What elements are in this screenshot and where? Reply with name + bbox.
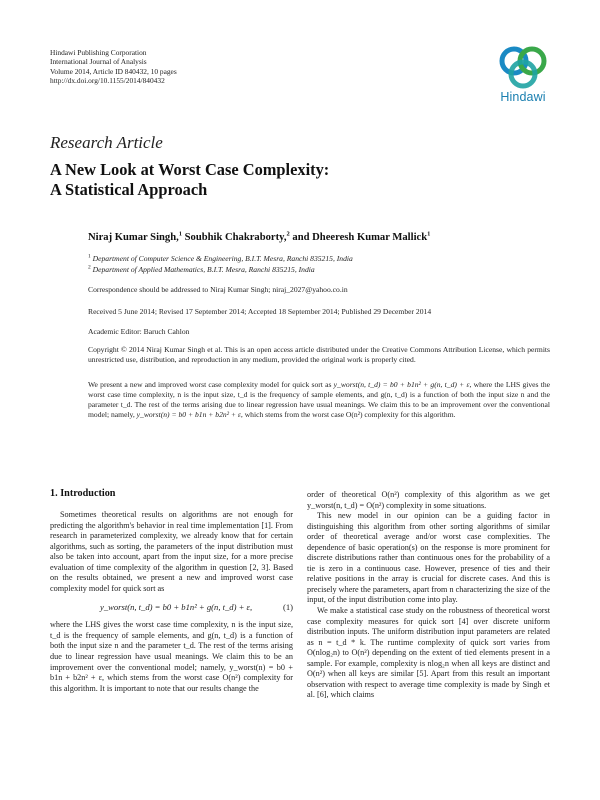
- section-heading: 1. Introduction: [50, 488, 116, 499]
- intro-paragraph-1: Sometimes theoretical results on algorithms are not enough for predicting the algorithm's behavior in real time implementation [1]. From research in parameterized complexity, we already know that for certain algorithms, such as sorting, the parameters of the input distribution must also be taken into account, apart from the input size, for a more precise evaluation of time complexity of the algorithm in question [2, 3]. Based on the results obtained, we present a new and improved worst case complexity model for quick sort as: [50, 510, 293, 593]
- equation-number: (1): [282, 602, 293, 613]
- correspondence: Correspondence should be addressed to Niraj Kumar Singh; niraj_2027@yahoo.co.in: [88, 285, 348, 294]
- title-line-2: A Statistical Approach: [50, 180, 208, 199]
- right-paragraph-1: order of theoretical O(n²) complexity of this algorithm as we get y_worst(n, t_d) = O(n²) complexity in some situations.: [307, 490, 550, 510]
- logo-wordmark: Hindawi: [500, 90, 546, 104]
- hindawi-rings-icon: [493, 44, 553, 90]
- academic-editor: Academic Editor: Baruch Cahlon: [88, 327, 190, 336]
- article-type: Research Article: [50, 133, 163, 152]
- affiliation-2: $^2$ Department of Applied Mathematics, B.I.T. Mesra, Ranchi 835215, India: [88, 264, 315, 274]
- journal-line: International Journal of Analysis: [50, 57, 147, 67]
- author-name: Niraj Kumar Singh,: [88, 232, 179, 243]
- affiliation-1: $^1$ Department of Computer Science & Engineering, B.I.T. Mesra, Ranchi 835215, India: [88, 253, 353, 263]
- journal-meta: [50, 48, 177, 86]
- volume-line: Volume 2014, Article ID 840432, 10 pages: [50, 66, 177, 76]
- publication-dates: Received 5 June 2014; Revised 17 September 2014; Accepted 18 September 2014; Published 29 December 2014: [88, 307, 432, 316]
- doi-link[interactable]: http://dx.doi.org/10.1155/2014/840432: [50, 76, 165, 86]
- intro-paragraph-2: where the LHS gives the worst case time complexity, n is the input size, t_d is the frequency of sample elements, and g(n, t_d) is a function of both the input size n and the parameter t_d. The rest of the terms arising due to linear regression have usual meanings. We claim this to be an improvement over the conventional model; namely, y_worst(n) = b0 + b1n + b2n² + ε, which stems from the worst case O(n²) complexity for this algorithm. It is important to note that our results change the: [50, 620, 293, 693]
- equation-1: [50, 594, 293, 620]
- left-column: [50, 510, 293, 694]
- right-column: [307, 490, 550, 701]
- right-paragraph-3: We make a statistical case study on the robustness of theoretical worst case complexity measures for quick sort [4] over discrete uniform distribution inputs. The uniform distribution input parameters are related as n = t_d * k. The runtime complexity of quick sort varies from O(nlog₂n) to O(n²) depending on the extent of tied elements present in a sample. For example, complexity is nlog₂n when all keys are distinct and O(n²) when all keys are similar [5]. Apart from this result an important observation with respect to average time complexity is made by Singh et al. [6], which claims: [307, 606, 550, 700]
- publisher-line: Hindawi Publishing Corporation: [50, 48, 147, 57]
- right-paragraph-2: This new model in our opinion can be a guiding factor in distinguishing this algorithm from other sorting algorithms of similar order of theoretical average and/or worst case complexities. The dependence of basic operation(s) on the response is more prominent for discrete distributions rather than continuous ones for the probability of a tie is zero in a continuous case. However, presence of ties and their relative positions in the array is crucial for discrete cases. And this is precisely where the parameters, apart from n characterizing the size of the input, of the input distribution come into play.: [307, 511, 550, 605]
- equation-body: y_worst(n, t_d) = b0 + b1n² + g(n, t_d) + ε,: [100, 602, 253, 613]
- author-name: and Dheeresh Kumar Mallick: [292, 232, 428, 243]
- abstract: We present a new and improved worst case complexity model for quick sort as y_worst(n, t_d) = b0 + b1n² + g(n, t_d) + ε, where the LHS gives the worst case time complexity, n is the input size, t_d is the frequency of sample elements, and g(n, t_d) is a function of both the input size n and the parameter t_d. The rest of the terms arising due to linear regression have usual meanings. We claim this to be an improvement over the conventional model; namely, y_worst(n) = b0 + b1n + b2n² + ε, which stems from the worst case O(n²) complexity for this algorithm.: [88, 380, 550, 419]
- paper-title: [50, 160, 329, 200]
- abstract-equation-1: y_worst(n, t_d) = b0 + b1n² + g(n, t_d) + ε: [333, 380, 470, 389]
- author-list: Niraj Kumar Singh,$^1$ Soubhik Chakraborty,$^2$ and Dheeresh Kumar Mallick$^1$: [88, 230, 431, 243]
- hindawi-logo[interactable]: [493, 44, 553, 108]
- author-name: Soubhik Chakraborty,: [184, 232, 287, 243]
- abstract-equation-2: y_worst(n) = b0 + b1n + b2n² + ε: [136, 410, 241, 419]
- title-line-1: A New Look at Worst Case Complexity:: [50, 160, 330, 179]
- copyright-notice: Copyright © 2014 Niraj Kumar Singh et al. This is an open access article distributed under the Creative Commons Attribution License, which permits unrestricted use, distribution, and reproduction in any medium, provided the original work is properly cited.: [88, 345, 550, 364]
